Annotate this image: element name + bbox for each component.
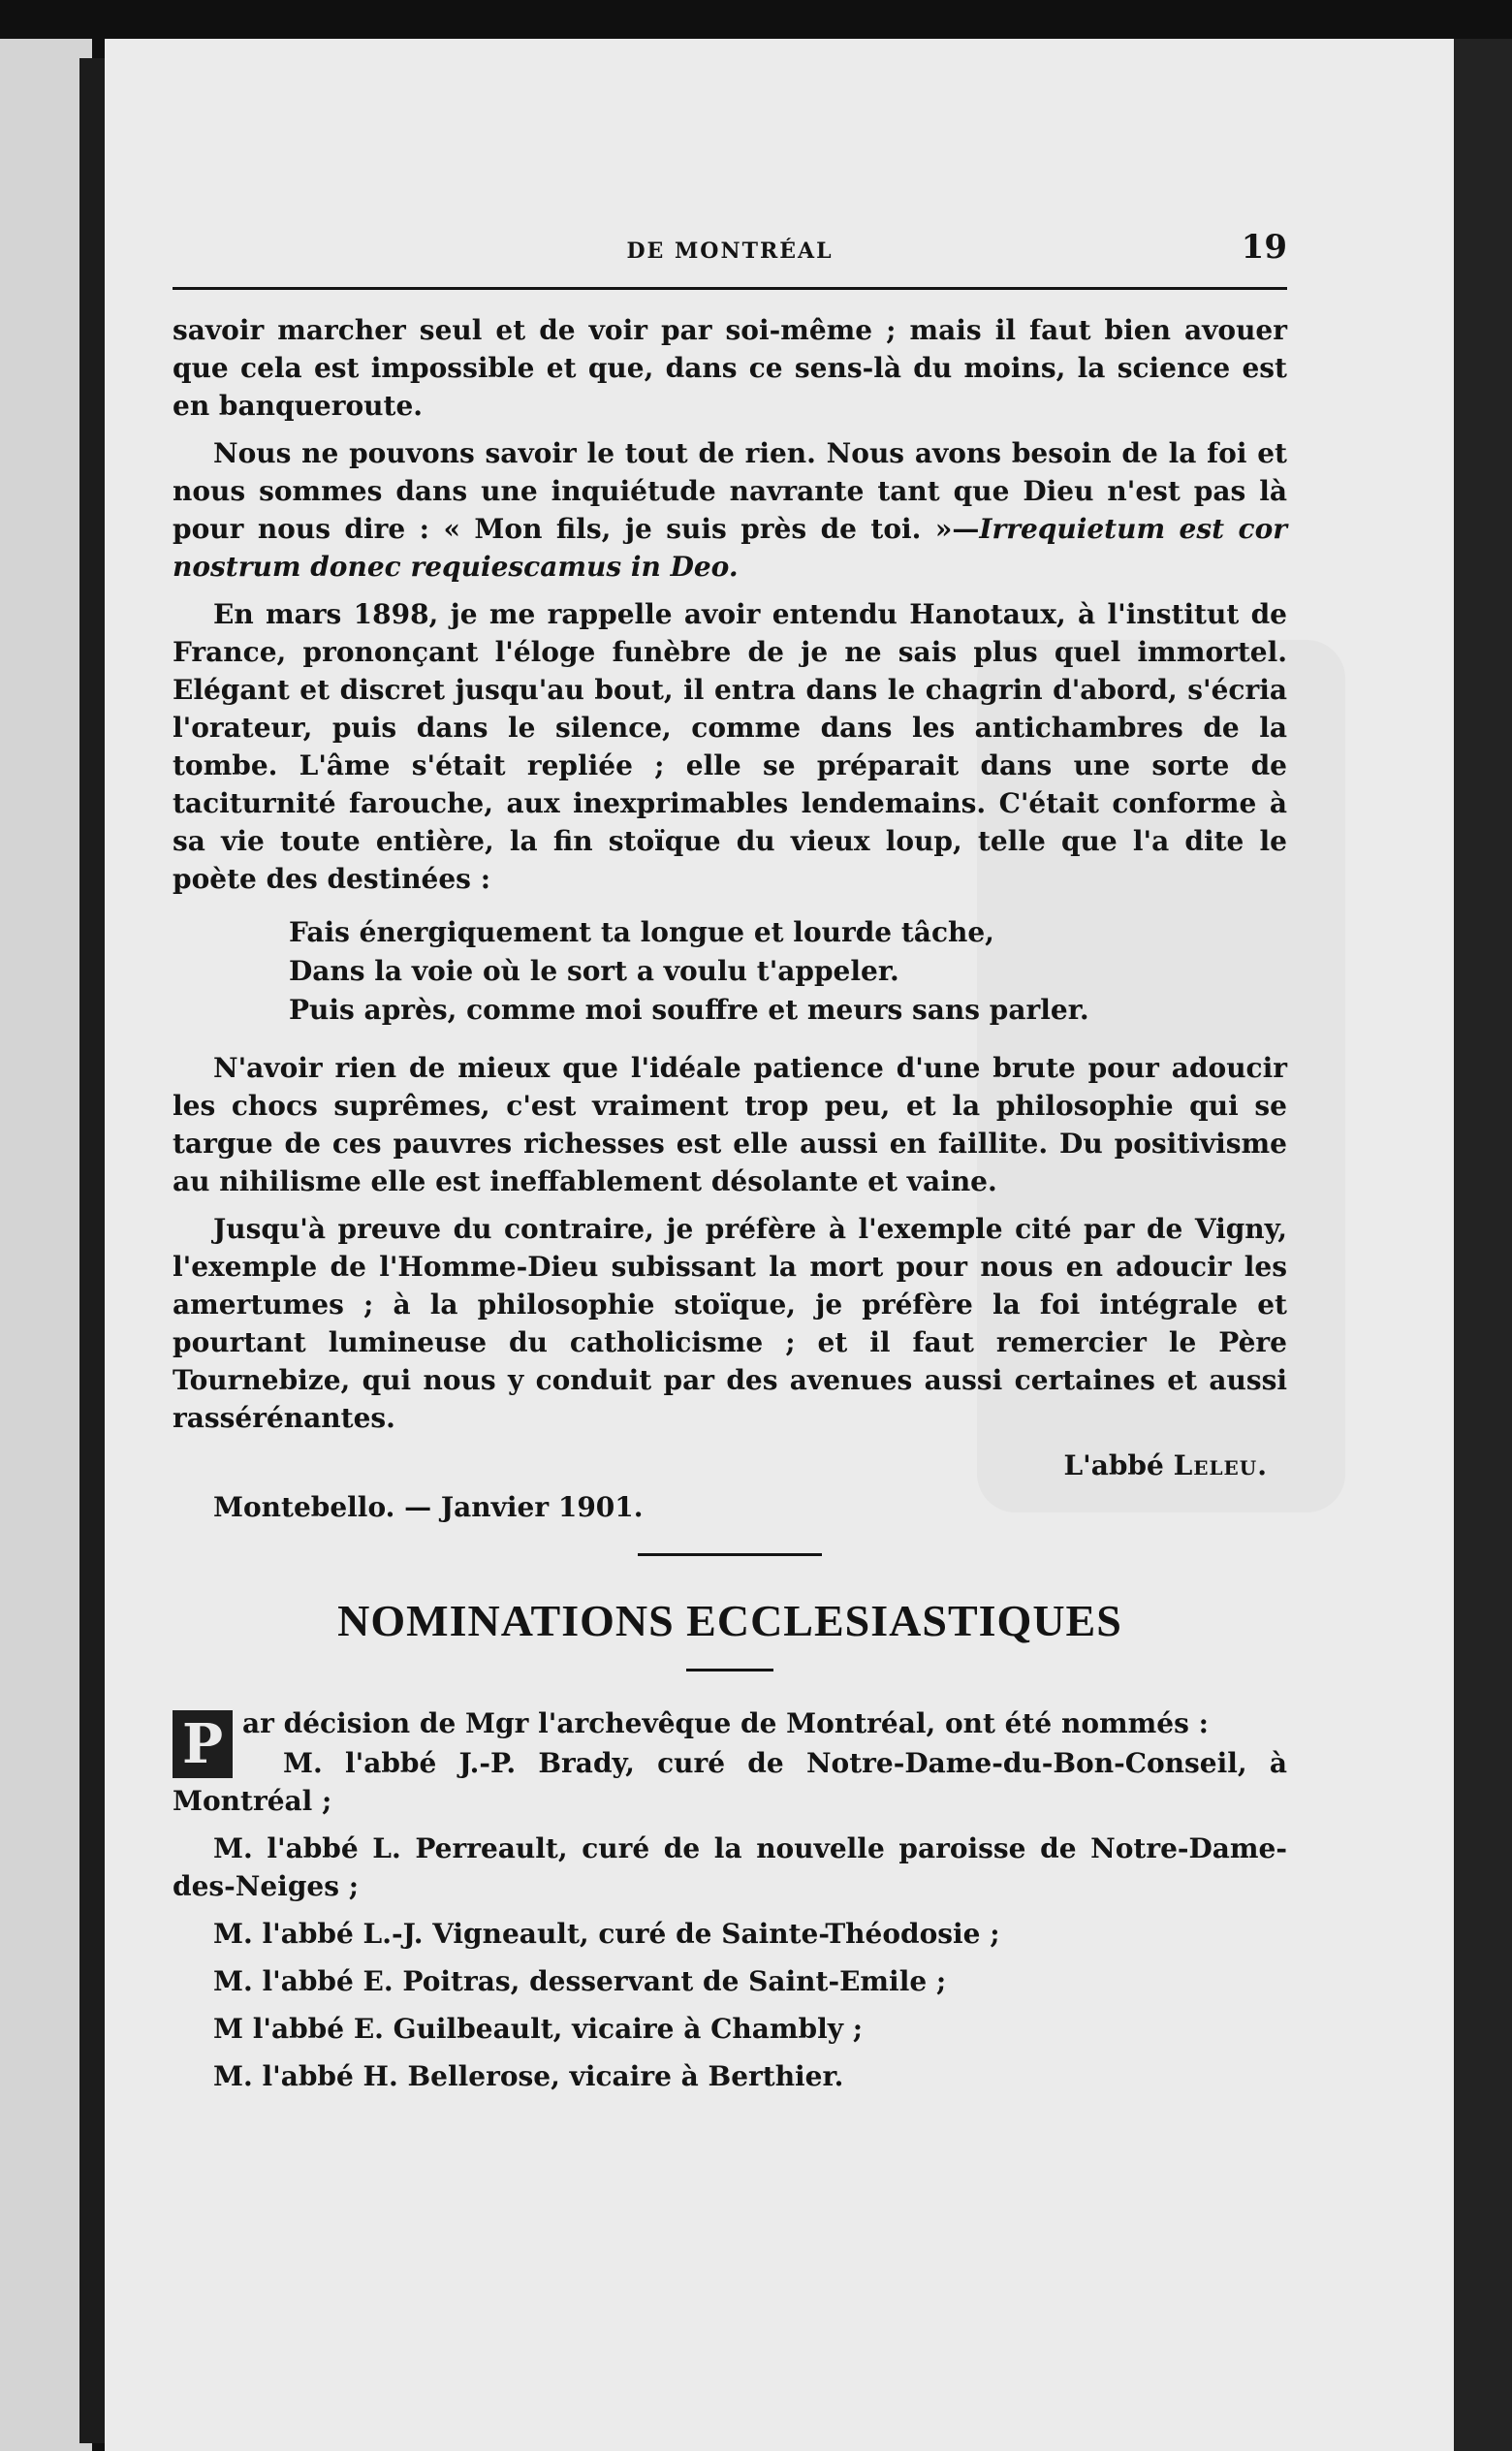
book-page xyxy=(105,39,1454,2451)
nomination-item: M. l'abbé L.-J. Vigneault, curé de Sainte-Théodosie ; xyxy=(213,1918,1000,1950)
previous-page-edge xyxy=(0,39,92,2451)
nomination-item: M l'abbé E. Guilbeault, vicaire à Chambly ; xyxy=(213,2013,864,2045)
running-title: DE MONTRÉAL xyxy=(626,239,834,264)
section-divider xyxy=(638,1553,822,1556)
latin-quote: Irrequietum est cor nostrum donec requiescamus in Deo. xyxy=(173,513,1287,583)
header-rule xyxy=(173,287,1287,290)
right-scan-border xyxy=(1454,39,1512,2451)
verse-line: Puis après, comme moi souffre et meurs sans parler. xyxy=(289,994,1089,1026)
paragraph-2-text: Nous ne pouvons savoir le tout de rien. Nous avons besoin de la foi et nous sommes dans une inquiétude navrante tant que Dieu n'est pas là pour nous dire : « Mon fils, je suis près de toi. »— xyxy=(173,437,1287,545)
signature-name: Leleu. xyxy=(1173,1449,1268,1481)
paragraph-3: En mars 1898, je me rappelle avoir entendu Hanotaux, à l'institut de France, prononçant l'éloge funèbre de je ne sais plus quel immortel. Elégant et discret jusqu'au bout, il entra dans le chagrin d'abord, s'écria l'orateur, puis dans le silence, comme dans les antichambres de la tombe. L'âme s'était repliée ; elle se préparait dans une sorte de taciturnité farouche, aux inexprimables lendemains. C'était conforme à sa vie toute entière, la fin stoïque du vieux loup, telle que l'a dite le poète des destinées : xyxy=(173,598,1287,895)
intro-text: ar décision de Mgr l'archevêque de Montréal, ont été nommés : xyxy=(242,1707,1209,1739)
page-content xyxy=(173,229,1287,2105)
nomination-item: M. l'abbé E. Poitras, desservant de Saint-Emile ; xyxy=(213,1965,947,1997)
running-header xyxy=(173,229,1287,268)
paragraph-1: savoir marcher seul et de voir par soi-même ; mais il faut bien avouer que cela est impossible et que, dans ce sens-là du moins, la science est en banqueroute. xyxy=(173,314,1287,422)
signature-prefix: L'abbé xyxy=(1063,1449,1174,1481)
nominations-intro xyxy=(173,1704,1287,1776)
nomination-item: M. l'abbé J.-P. Brady, curé de Notre-Dame-du-Bon-Conseil, à Montréal ; xyxy=(173,1747,1287,1817)
dateline: Montebello. — Janvier 1901. xyxy=(213,1491,644,1523)
paragraph-2 xyxy=(173,434,1287,586)
title-underline xyxy=(686,1669,773,1671)
verse-line: Dans la voie où le sort a voulu t'appeler. xyxy=(289,955,899,987)
verse-quote xyxy=(289,913,1287,1030)
paragraph-4: N'avoir rien de mieux que l'idéale patience d'une brute pour adoucir les chocs suprêmes, c'est vraiment trop peu, et la philosophie qui se targue de ces pauvres richesses est elle aussi en faillite. Du positivisme au nihilisme elle est ineffablement désolante et vaine. xyxy=(173,1052,1287,1197)
nomination-item: M. l'abbé H. Bellerose, vicaire à Berthier. xyxy=(213,2060,844,2092)
section-title: NOMINATIONS ECCLESIASTIQUES xyxy=(337,1596,1122,1645)
author-signature xyxy=(173,1447,1287,1484)
nomination-item: M. l'abbé L. Perreault, curé de la nouvelle paroisse de Notre-Dame-des-Neiges ; xyxy=(173,1832,1287,1902)
verse-line: Fais énergiquement ta longue et lourde tâche, xyxy=(289,916,994,948)
paragraph-5: Jusqu'à preuve du contraire, je préfère à l'exemple cité par de Vigny, l'exemple de l'Homme-Dieu subissant la mort pour nous en adoucir les amertumes ; à la philosophie stoïque, je préfère la foi intégrale et pourtant lumineuse du catholicisme ; et il faut remercier le Père Tournebize, qui nous y conduit par des avenues aussi certaines et aussi rassérénantes. xyxy=(173,1213,1287,1434)
page-number: 19 xyxy=(1241,228,1287,267)
drop-cap: P xyxy=(173,1710,233,1778)
